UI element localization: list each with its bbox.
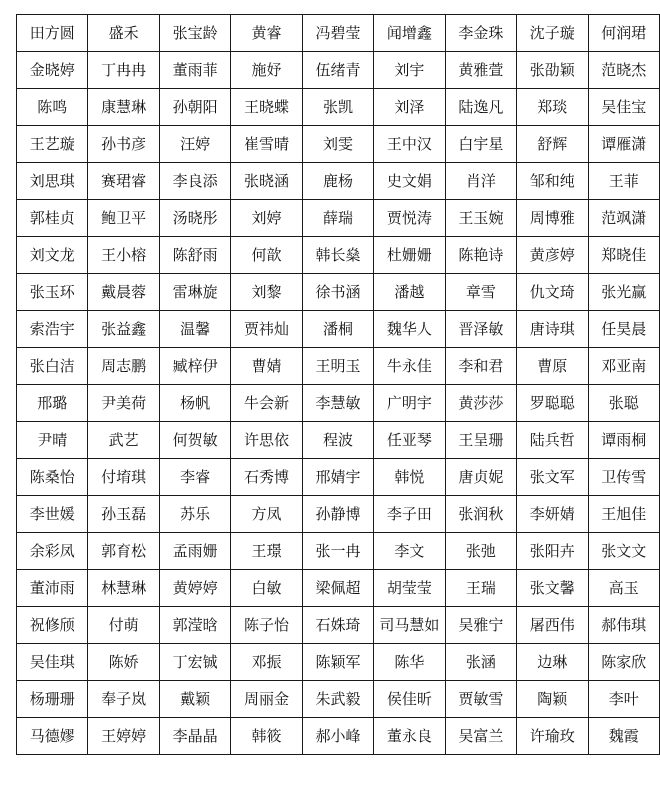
name-cell: 王瑞	[445, 570, 516, 607]
name-cell: 牛会新	[231, 385, 302, 422]
name-cell: 魏霞	[588, 718, 660, 755]
name-cell: 黄睿	[231, 15, 302, 52]
name-cell: 谭雁潇	[588, 126, 660, 163]
name-cell: 马德嫪	[17, 718, 88, 755]
name-cell: 盛禾	[88, 15, 159, 52]
name-cell: 徐书涵	[302, 274, 373, 311]
name-cell: 王菲	[588, 163, 660, 200]
name-cell: 陈华	[374, 644, 445, 681]
name-cell: 李子田	[374, 496, 445, 533]
name-cell: 广明宇	[374, 385, 445, 422]
name-cell: 陈鸣	[17, 89, 88, 126]
name-cell: 陈桑怡	[17, 459, 88, 496]
name-cell: 汤晓彤	[159, 200, 230, 237]
name-cell: 李晶晶	[159, 718, 230, 755]
table-row	[17, 311, 660, 348]
name-cell: 李叶	[588, 681, 660, 718]
name-cell: 张晓涵	[231, 163, 302, 200]
name-cell: 郭育松	[88, 533, 159, 570]
name-cell: 李文	[374, 533, 445, 570]
name-cell: 田方圆	[17, 15, 88, 52]
name-cell: 余彩凤	[17, 533, 88, 570]
name-cell: 郝小峰	[302, 718, 373, 755]
name-cell: 贾祎灿	[231, 311, 302, 348]
name-cell: 石姝琦	[302, 607, 373, 644]
name-cell: 张弛	[445, 533, 516, 570]
name-cell: 付萌	[88, 607, 159, 644]
name-cell: 张润秋	[445, 496, 516, 533]
name-cell: 吴佳宝	[588, 89, 660, 126]
name-cell: 唐诗琪	[517, 311, 588, 348]
name-cell: 董永良	[374, 718, 445, 755]
name-table-body	[17, 15, 660, 755]
table-row	[17, 200, 660, 237]
table-row	[17, 533, 660, 570]
name-cell: 鲍卫平	[88, 200, 159, 237]
name-cell: 谭雨桐	[588, 422, 660, 459]
table-row	[17, 89, 660, 126]
name-cell: 武艺	[88, 422, 159, 459]
name-cell: 罗聪聪	[517, 385, 588, 422]
table-row	[17, 681, 660, 718]
name-cell: 王玉婉	[445, 200, 516, 237]
name-cell: 许思依	[231, 422, 302, 459]
name-cell: 贾敏雪	[445, 681, 516, 718]
name-cell: 黄莎莎	[445, 385, 516, 422]
table-row	[17, 163, 660, 200]
table-row	[17, 644, 660, 681]
name-cell: 尹晴	[17, 422, 88, 459]
table-row	[17, 237, 660, 274]
name-cell: 张劭颖	[517, 52, 588, 89]
name-cell: 李良添	[159, 163, 230, 200]
name-cell: 林慧琳	[88, 570, 159, 607]
name-cell: 张文文	[588, 533, 660, 570]
name-cell: 史文娟	[374, 163, 445, 200]
name-cell: 付堉琪	[88, 459, 159, 496]
name-cell: 周丽金	[231, 681, 302, 718]
name-cell: 孙静博	[302, 496, 373, 533]
name-cell: 祝修颀	[17, 607, 88, 644]
name-cell: 张光赢	[588, 274, 660, 311]
name-cell: 王小榕	[88, 237, 159, 274]
table-row	[17, 348, 660, 385]
name-cell: 温馨	[159, 311, 230, 348]
table-row	[17, 570, 660, 607]
name-cell: 李和君	[445, 348, 516, 385]
name-cell: 陆兵哲	[517, 422, 588, 459]
name-cell: 李睿	[159, 459, 230, 496]
name-cell: 董沛雨	[17, 570, 88, 607]
name-cell: 张玉环	[17, 274, 88, 311]
name-cell: 陈舒雨	[159, 237, 230, 274]
name-cell: 张文馨	[517, 570, 588, 607]
name-cell: 郑琰	[517, 89, 588, 126]
name-cell: 朱武毅	[302, 681, 373, 718]
name-cell: 吴雅宁	[445, 607, 516, 644]
table-row	[17, 459, 660, 496]
name-cell: 王艺璇	[17, 126, 88, 163]
name-cell: 杜姗姗	[374, 237, 445, 274]
name-cell: 戴颖	[159, 681, 230, 718]
name-cell: 范晓杰	[588, 52, 660, 89]
name-cell: 黄彦婷	[517, 237, 588, 274]
name-cell: 邢婧宇	[302, 459, 373, 496]
name-cell: 吴佳琪	[17, 644, 88, 681]
name-cell: 韩悦	[374, 459, 445, 496]
name-cell: 丁宏铖	[159, 644, 230, 681]
name-cell: 胡莹莹	[374, 570, 445, 607]
name-cell: 汪婷	[159, 126, 230, 163]
name-cell: 曹原	[517, 348, 588, 385]
name-cell: 索浩宇	[17, 311, 88, 348]
name-cell: 王旭佳	[588, 496, 660, 533]
name-cell: 周志鹏	[88, 348, 159, 385]
name-cell: 侯佳昕	[374, 681, 445, 718]
name-cell: 黄雅萱	[445, 52, 516, 89]
name-cell: 刘婷	[231, 200, 302, 237]
name-cell: 周博雅	[517, 200, 588, 237]
name-cell: 曹婧	[231, 348, 302, 385]
name-cell: 张文军	[517, 459, 588, 496]
name-cell: 尹美荷	[88, 385, 159, 422]
name-cell: 韩长燊	[302, 237, 373, 274]
name-cell: 唐贞妮	[445, 459, 516, 496]
name-cell: 邓亚南	[588, 348, 660, 385]
name-cell: 刘文龙	[17, 237, 88, 274]
name-cell: 奉子岚	[88, 681, 159, 718]
name-cell: 仇文琦	[517, 274, 588, 311]
name-cell: 高玉	[588, 570, 660, 607]
name-cell: 雷琳旋	[159, 274, 230, 311]
name-cell: 李妍婧	[517, 496, 588, 533]
name-cell: 何润珺	[588, 15, 660, 52]
name-cell: 李世媛	[17, 496, 88, 533]
name-cell: 程波	[302, 422, 373, 459]
table-row	[17, 274, 660, 311]
name-cell: 何贺敏	[159, 422, 230, 459]
name-cell: 陈艳诗	[445, 237, 516, 274]
name-cell: 石秀博	[231, 459, 302, 496]
name-cell: 丁冉冉	[88, 52, 159, 89]
name-cell: 任昊晨	[588, 311, 660, 348]
name-cell: 孙玉磊	[88, 496, 159, 533]
name-cell: 魏华人	[374, 311, 445, 348]
name-cell: 苏乐	[159, 496, 230, 533]
name-cell: 孙书彦	[88, 126, 159, 163]
name-cell: 许瑜玫	[517, 718, 588, 755]
name-cell: 王中汉	[374, 126, 445, 163]
name-cell: 薛瑞	[302, 200, 373, 237]
name-cell: 舒辉	[517, 126, 588, 163]
name-cell: 李金珠	[445, 15, 516, 52]
name-cell: 吴富兰	[445, 718, 516, 755]
name-cell: 张阳卉	[517, 533, 588, 570]
name-cell: 白宇星	[445, 126, 516, 163]
name-cell: 刘雯	[302, 126, 373, 163]
name-cell: 陈家欣	[588, 644, 660, 681]
name-cell: 陈娇	[88, 644, 159, 681]
name-cell: 郭滢晗	[159, 607, 230, 644]
name-cell: 陶颖	[517, 681, 588, 718]
name-cell: 杨珊珊	[17, 681, 88, 718]
table-row	[17, 718, 660, 755]
name-cell: 卫传雪	[588, 459, 660, 496]
name-cell: 郑晓佳	[588, 237, 660, 274]
table-row	[17, 422, 660, 459]
name-cell: 牛永佳	[374, 348, 445, 385]
name-cell: 沈子璇	[517, 15, 588, 52]
name-cell: 戴晨蓉	[88, 274, 159, 311]
table-row	[17, 126, 660, 163]
name-cell: 张宝龄	[159, 15, 230, 52]
name-cell: 陈子怡	[231, 607, 302, 644]
name-cell: 梁佩超	[302, 570, 373, 607]
table-row	[17, 385, 660, 422]
name-cell: 韩筱	[231, 718, 302, 755]
name-cell: 陈颖军	[302, 644, 373, 681]
name-cell: 康慧琳	[88, 89, 159, 126]
name-cell: 白敏	[231, 570, 302, 607]
name-cell: 鹿杨	[302, 163, 373, 200]
name-cell: 郝伟琪	[588, 607, 660, 644]
name-cell: 伍绪青	[302, 52, 373, 89]
name-cell: 邢璐	[17, 385, 88, 422]
table-row	[17, 15, 660, 52]
table-row	[17, 52, 660, 89]
name-cell: 孟雨姗	[159, 533, 230, 570]
name-cell: 贾悦涛	[374, 200, 445, 237]
name-cell: 金晓婷	[17, 52, 88, 89]
name-cell: 章雪	[445, 274, 516, 311]
name-cell: 王呈珊	[445, 422, 516, 459]
name-cell: 王晓蝶	[231, 89, 302, 126]
name-cell: 刘泽	[374, 89, 445, 126]
name-cell: 张涵	[445, 644, 516, 681]
name-cell: 刘宇	[374, 52, 445, 89]
name-cell: 张白洁	[17, 348, 88, 385]
name-cell: 黄婷婷	[159, 570, 230, 607]
name-cell: 肖洋	[445, 163, 516, 200]
name-cell: 杨帆	[159, 385, 230, 422]
name-cell: 邓振	[231, 644, 302, 681]
name-cell: 范飒潇	[588, 200, 660, 237]
name-cell: 刘黎	[231, 274, 302, 311]
name-cell: 郭桂贞	[17, 200, 88, 237]
name-cell: 闻增鑫	[374, 15, 445, 52]
name-cell: 张一冉	[302, 533, 373, 570]
name-cell: 晋泽敏	[445, 311, 516, 348]
name-cell: 王明玉	[302, 348, 373, 385]
name-cell: 崔雪晴	[231, 126, 302, 163]
name-cell: 孙朝阳	[159, 89, 230, 126]
name-cell: 王婷婷	[88, 718, 159, 755]
name-cell: 赛珺睿	[88, 163, 159, 200]
name-cell: 刘思琪	[17, 163, 88, 200]
name-cell: 潘桐	[302, 311, 373, 348]
name-cell: 方凤	[231, 496, 302, 533]
name-cell: 张聪	[588, 385, 660, 422]
name-cell: 冯碧莹	[302, 15, 373, 52]
name-cell: 李慧敏	[302, 385, 373, 422]
name-table	[16, 14, 660, 755]
name-cell: 屠西伟	[517, 607, 588, 644]
name-cell: 潘越	[374, 274, 445, 311]
name-cell: 司马慧如	[374, 607, 445, 644]
name-cell: 张凯	[302, 89, 373, 126]
name-cell: 董雨菲	[159, 52, 230, 89]
name-cell: 臧梓伊	[159, 348, 230, 385]
table-row	[17, 607, 660, 644]
name-cell: 陆逸凡	[445, 89, 516, 126]
name-cell: 张益鑫	[88, 311, 159, 348]
name-cell: 何歆	[231, 237, 302, 274]
name-cell: 邹和纯	[517, 163, 588, 200]
name-cell: 边琳	[517, 644, 588, 681]
name-cell: 任亚琴	[374, 422, 445, 459]
table-row	[17, 496, 660, 533]
name-cell: 王璟	[231, 533, 302, 570]
name-cell: 施妤	[231, 52, 302, 89]
